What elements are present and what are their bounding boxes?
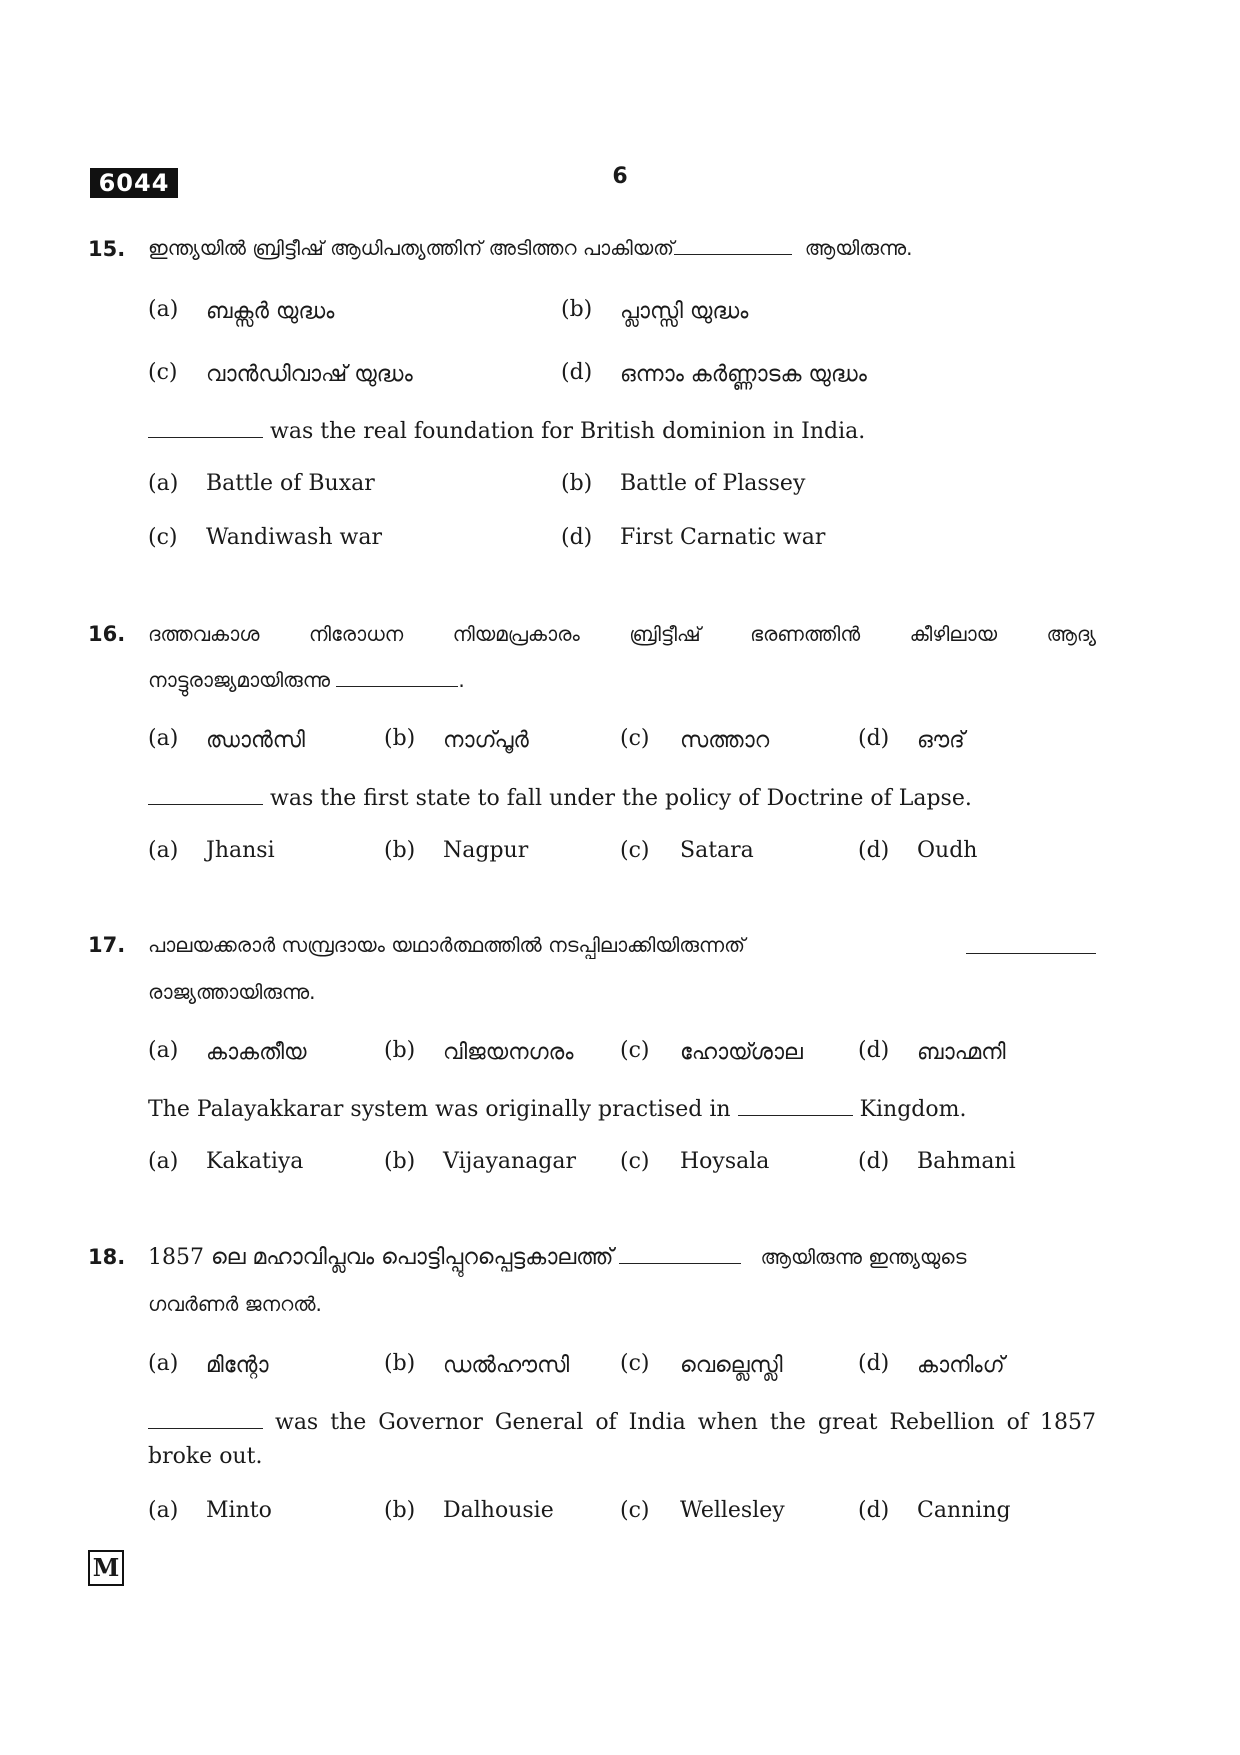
option-label: (b) — [384, 726, 416, 751]
option-c-ml[interactable]: ഹോയ്ശാല — [680, 1040, 803, 1065]
option-b-en[interactable]: Nagpur — [443, 838, 529, 863]
question-text-ml: നാട്ടുരാജ്യമായിരുന്നു . — [148, 668, 465, 692]
options-row-en — [0, 525, 1240, 559]
options-row-ml — [0, 1351, 1240, 1385]
option-label: (a) — [148, 1038, 179, 1063]
option-a-en[interactable]: Jhansi — [206, 838, 275, 863]
option-label: (b) — [561, 471, 593, 496]
option-d-en[interactable]: Bahmani — [917, 1149, 1016, 1174]
option-label: (a) — [148, 297, 179, 322]
options-row-en — [0, 1149, 1240, 1183]
question-text-ml: ഇന്ത്യയിൽ ബ്രിട്ടീഷ് ആധിപത്യത്തിന് അടിത്തറ പാകിയത് ആയിരുന്നു. — [148, 236, 913, 260]
answer-blank — [148, 1410, 263, 1429]
paper-code: 6044 — [90, 168, 178, 198]
option-label: (a) — [148, 1351, 179, 1376]
option-c-ml[interactable]: വെല്ലെസ്ലി — [680, 1353, 783, 1378]
options-row-ml — [0, 297, 1240, 331]
question-text-en: was the first state to fall under the policy of Doctrine of Lapse. — [148, 786, 1098, 811]
option-label: (c) — [620, 726, 650, 751]
question-text-en: broke out. — [148, 1444, 263, 1469]
option-label: (d) — [858, 1351, 890, 1376]
option-label: (d) — [858, 1149, 890, 1174]
answer-blank — [619, 1245, 741, 1264]
option-a-en[interactable]: Minto — [206, 1498, 272, 1523]
option-label: (c) — [148, 360, 178, 385]
option-label: (a) — [148, 726, 179, 751]
question-text-en: was the Governor General of India when the great Rebellion of 1857 — [148, 1410, 1096, 1435]
option-b-ml[interactable]: വിജയനഗരം — [443, 1040, 574, 1065]
option-a-ml[interactable]: ഝാൻസി — [206, 728, 305, 753]
option-label: (a) — [148, 1149, 179, 1174]
option-c-ml[interactable]: സത്താറ — [680, 728, 770, 753]
option-label: (c) — [148, 525, 178, 550]
page-number: 6 — [612, 164, 628, 189]
question-number: 16. — [88, 622, 126, 646]
option-b-en[interactable]: Dalhousie — [443, 1498, 554, 1523]
option-label: (b) — [384, 1038, 416, 1063]
option-b-ml[interactable]: ഡൽഹൗസി — [443, 1353, 570, 1378]
question-text-en: was the real foundation for British dominion in India. — [148, 419, 1098, 444]
option-b-ml[interactable]: പ്ലാസ്സി യുദ്ധം — [620, 299, 749, 324]
option-c-en[interactable]: Wandiwash war — [206, 525, 382, 550]
question-text-ml: ഗവർണർ ജനറൽ. — [148, 1292, 322, 1316]
option-c-en[interactable]: Wellesley — [680, 1498, 785, 1523]
question-text-en: The Palayakkarar system was originally practised in Kingdom. — [148, 1097, 967, 1122]
option-b-ml[interactable]: നാഗ്പൂർ — [443, 728, 529, 753]
option-label: (b) — [384, 838, 416, 863]
options-row-ml — [0, 726, 1240, 760]
option-label: (d) — [561, 360, 593, 385]
answer-blank — [738, 1097, 853, 1116]
answer-blank — [674, 236, 792, 255]
option-label: (d) — [858, 726, 890, 751]
option-d-en[interactable]: Oudh — [917, 838, 978, 863]
options-row-ml — [0, 1038, 1240, 1072]
option-label: (c) — [620, 1498, 650, 1523]
option-c-ml[interactable]: വാൻഡിവാഷ് യുദ്ധം — [206, 362, 413, 387]
option-b-en[interactable]: Vijayanagar — [443, 1149, 577, 1174]
option-d-ml[interactable]: ബാഹ്മനി — [917, 1040, 1006, 1065]
option-label: (a) — [148, 838, 179, 863]
option-label: (c) — [620, 838, 650, 863]
medium-mark-box: M — [88, 1550, 124, 1586]
answer-blank — [336, 668, 458, 687]
option-label: (d) — [858, 838, 890, 863]
option-a-en[interactable]: Battle of Buxar — [206, 471, 375, 496]
question-text-ml: രാജ്യത്തായിരുന്നു. — [148, 980, 316, 1004]
options-row-ml — [0, 360, 1240, 394]
option-label: (d) — [561, 525, 593, 550]
option-d-ml[interactable]: ഒന്നാം കർണ്ണാടക യുദ്ധം — [620, 362, 867, 387]
options-row-en — [0, 1498, 1240, 1532]
option-a-ml[interactable]: ബക്സർ യുദ്ധം — [206, 299, 335, 324]
option-label: (c) — [620, 1149, 650, 1174]
answer-blank — [148, 419, 263, 438]
option-label: (a) — [148, 471, 179, 496]
option-label: (d) — [858, 1038, 890, 1063]
option-label: (a) — [148, 1498, 179, 1523]
question-number: 18. — [88, 1245, 126, 1269]
option-label: (d) — [858, 1498, 890, 1523]
question-text-ml: 1857 ലെ മഹാവിപ്ലവം പൊട്ടിപ്പുറപ്പെട്ടകാലത്ത് ആയിരുന്നു ഇന്ത്യയുടെ — [148, 1245, 967, 1270]
question-number: 15. — [88, 237, 126, 261]
answer-blank — [966, 935, 1096, 954]
question-text-ml: ദത്തവകാശ നിരോധന നിയമപ്രകാരം ബ്രിട്ടീഷ് ഭരണത്തിൻ കീഴിലായ ആദ്യ — [148, 622, 1096, 646]
option-b-en[interactable]: Battle of Plassey — [620, 471, 806, 496]
option-a-ml[interactable]: കാകതീയ — [206, 1040, 307, 1065]
option-d-ml[interactable]: ഔദ് — [917, 728, 965, 753]
option-label: (b) — [384, 1149, 416, 1174]
option-a-ml[interactable]: മിന്റോ — [206, 1353, 269, 1378]
option-label: (b) — [384, 1498, 416, 1523]
option-label: (b) — [561, 297, 593, 322]
options-row-en — [0, 471, 1240, 505]
option-label: (b) — [384, 1351, 416, 1376]
option-label: (c) — [620, 1351, 650, 1376]
option-d-ml[interactable]: കാനിംഗ് — [917, 1353, 1005, 1378]
option-c-en[interactable]: Satara — [680, 838, 754, 863]
question-number: 17. — [88, 933, 126, 957]
option-d-en[interactable]: First Carnatic war — [620, 525, 826, 550]
question-text-ml: പാലയക്കരാർ സമ്പ്രദായം യഥാർത്ഥത്തിൽ നടപ്പിലാക്കിയിരുന്നത് — [148, 933, 1096, 957]
option-c-en[interactable]: Hoysala — [680, 1149, 770, 1174]
option-label: (c) — [620, 1038, 650, 1063]
options-row-en — [0, 838, 1240, 872]
answer-blank — [148, 786, 263, 805]
option-d-en[interactable]: Canning — [917, 1498, 1011, 1523]
option-a-en[interactable]: Kakatiya — [206, 1149, 304, 1174]
